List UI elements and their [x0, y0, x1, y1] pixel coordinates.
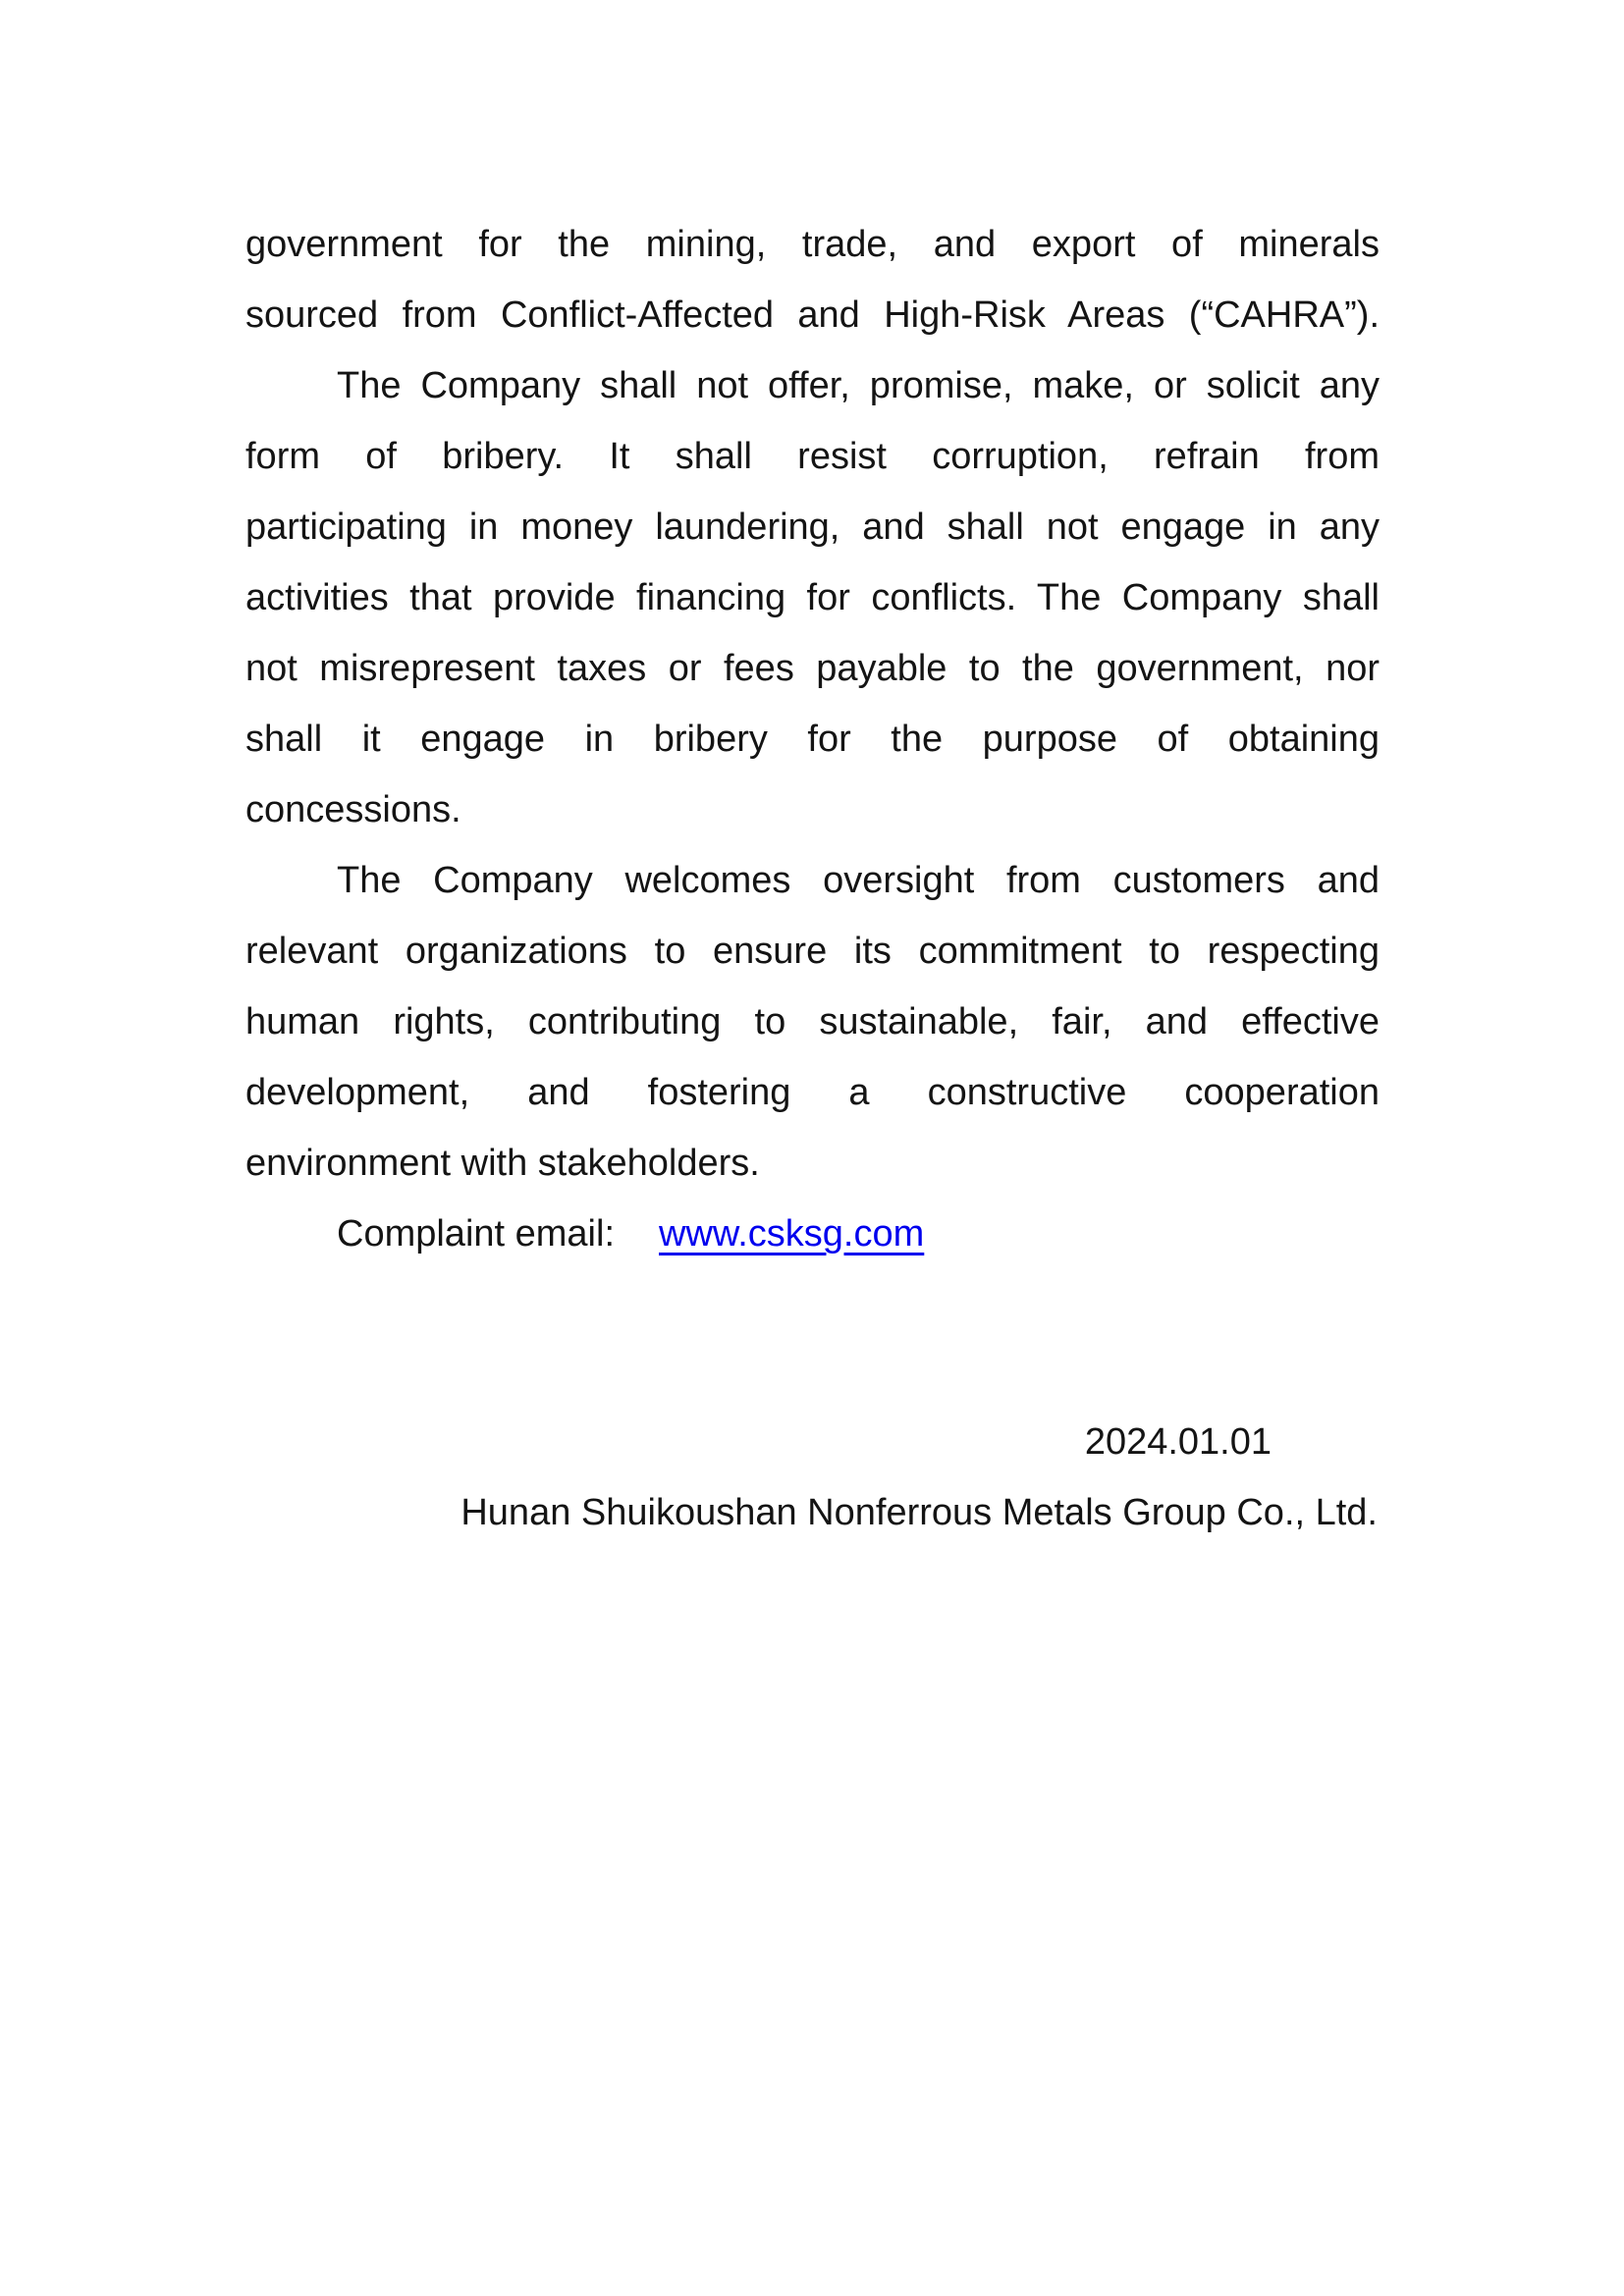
document-body — [245, 209, 1380, 1548]
paragraph-bribery — [245, 350, 1380, 845]
text-line: shall it engage in bribery for the purpose of obtaining — [245, 719, 1380, 760]
text-line: sourced from Conflict-Affected and High-Risk Areas (“CAHRA”). — [245, 294, 1380, 336]
complaint-email-label: Complaint email: — [337, 1213, 615, 1255]
blank-space — [245, 1269, 1380, 1407]
complaint-email-link[interactable]: www.csksg.com — [659, 1213, 925, 1255]
text-line: form of bribery. It shall resist corruption, refrain from — [245, 436, 1380, 477]
text-line: The Company welcomes oversight from customers and — [337, 860, 1380, 901]
paragraph-continuation — [245, 209, 1380, 350]
text-line: environment with stakeholders. — [245, 1143, 760, 1184]
text-line: The Company shall not offer, promise, make, or solicit any — [337, 365, 1380, 406]
company-name: Hunan Shuikoushan Nonferrous Metals Group Co., Ltd. — [460, 1492, 1378, 1533]
text-line: not misrepresent taxes or fees payable to the government, nor — [245, 648, 1380, 689]
signature-date: 2024.01.01 — [1084, 1421, 1272, 1463]
text-line: development, and fostering a constructive cooperation — [245, 1072, 1380, 1113]
text-line: concessions. — [245, 789, 461, 830]
text-line: relevant organizations to ensure its commitment to respecting — [245, 931, 1380, 972]
text-line: activities that provide financing for conflicts. The Company shall — [245, 577, 1380, 618]
text-line: government for the mining, trade, and export of minerals — [245, 224, 1380, 265]
text-line: human rights, contributing to sustainable, fair, and effective — [245, 1001, 1380, 1042]
complaint-email-line — [245, 1199, 1380, 1269]
paragraph-oversight — [245, 845, 1380, 1199]
text-line: participating in money laundering, and shall not engage in any — [245, 507, 1380, 548]
